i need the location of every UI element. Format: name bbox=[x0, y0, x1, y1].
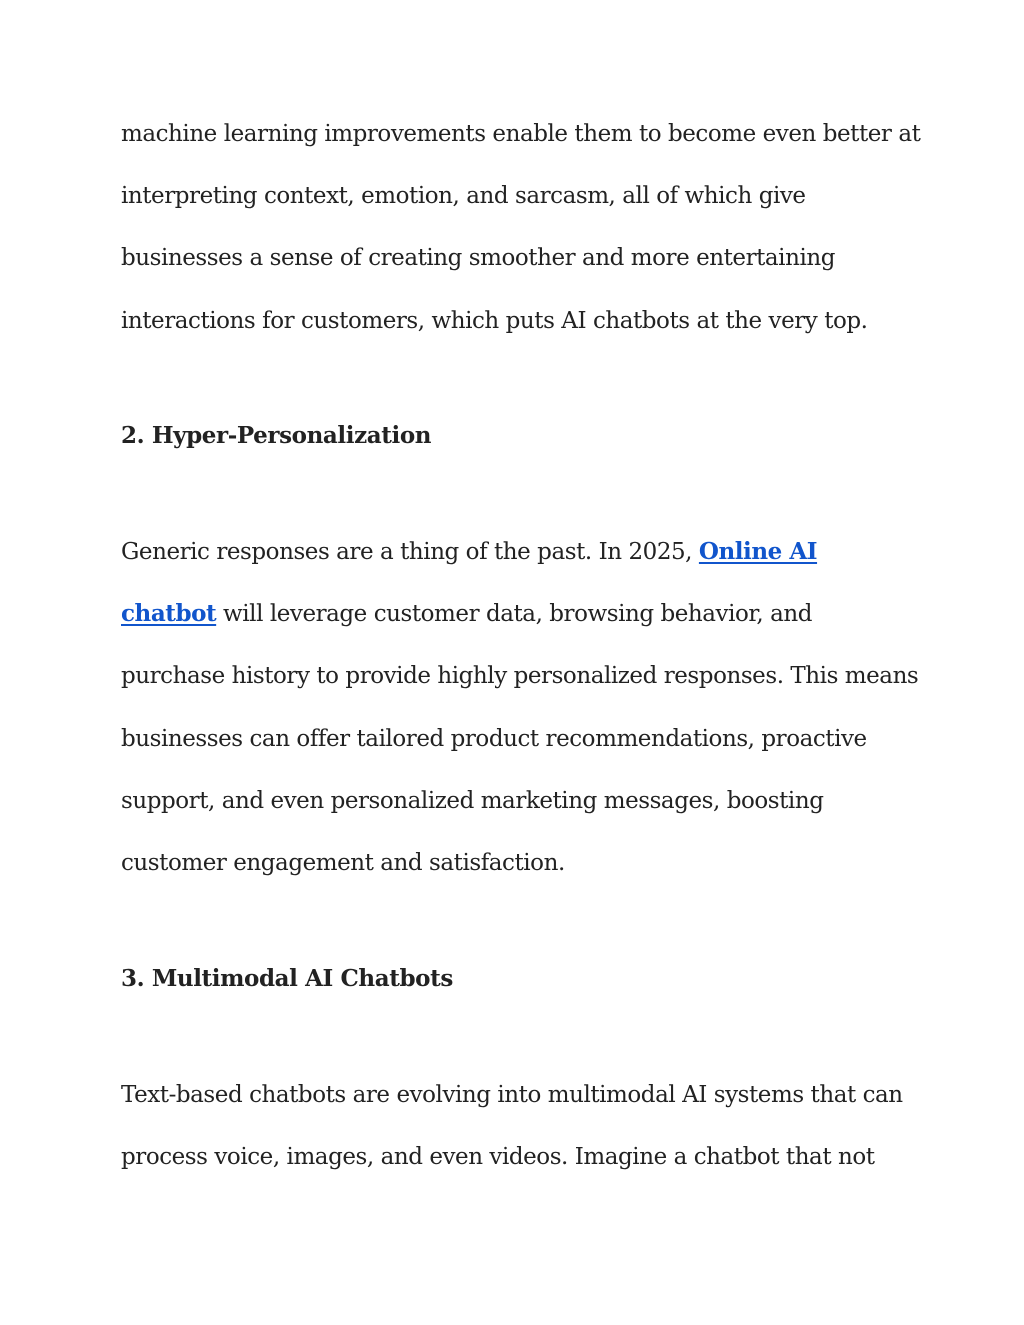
paragraph-line: support, and even personalized marketing messages, boosting bbox=[121, 788, 824, 814]
paragraph-line: machine learning improvements enable them to become even better at bbox=[121, 121, 921, 147]
paragraph-line: process voice, images, and even videos. Imagine a chatbot that not bbox=[121, 1144, 875, 1170]
section-heading-multimodal-ai-chatbots: 3. Multimodal AI Chatbots bbox=[121, 965, 453, 992]
paragraph-line bbox=[121, 537, 817, 567]
paragraph-line: businesses can offer tailored product recommendations, proactive bbox=[121, 726, 867, 752]
paragraph-line: customer engagement and satisfaction. bbox=[121, 850, 565, 876]
paragraph-line: interactions for customers, which puts AI chatbots at the very top. bbox=[121, 308, 868, 334]
online-ai-chatbot-link[interactable]: Online AI bbox=[698, 538, 818, 565]
paragraph-line bbox=[121, 599, 812, 629]
paragraph-text: will leverage customer data, browsing behavior, and bbox=[216, 601, 813, 627]
paragraph-text: Generic responses are a thing of the past. In 2025, bbox=[121, 539, 699, 565]
section-heading-hyper-personalization: 2. Hyper-Personalization bbox=[121, 422, 432, 449]
paragraph-line: Text-based chatbots are evolving into multimodal AI systems that can bbox=[121, 1082, 903, 1108]
paragraph-line: businesses a sense of creating smoother and more entertaining bbox=[121, 245, 835, 271]
online-ai-chatbot-link-continued[interactable]: chatbot bbox=[121, 600, 217, 627]
paragraph-line: purchase history to provide highly personalized responses. This means bbox=[121, 663, 919, 689]
paragraph-line: interpreting context, emotion, and sarcasm, all of which give bbox=[121, 183, 806, 209]
